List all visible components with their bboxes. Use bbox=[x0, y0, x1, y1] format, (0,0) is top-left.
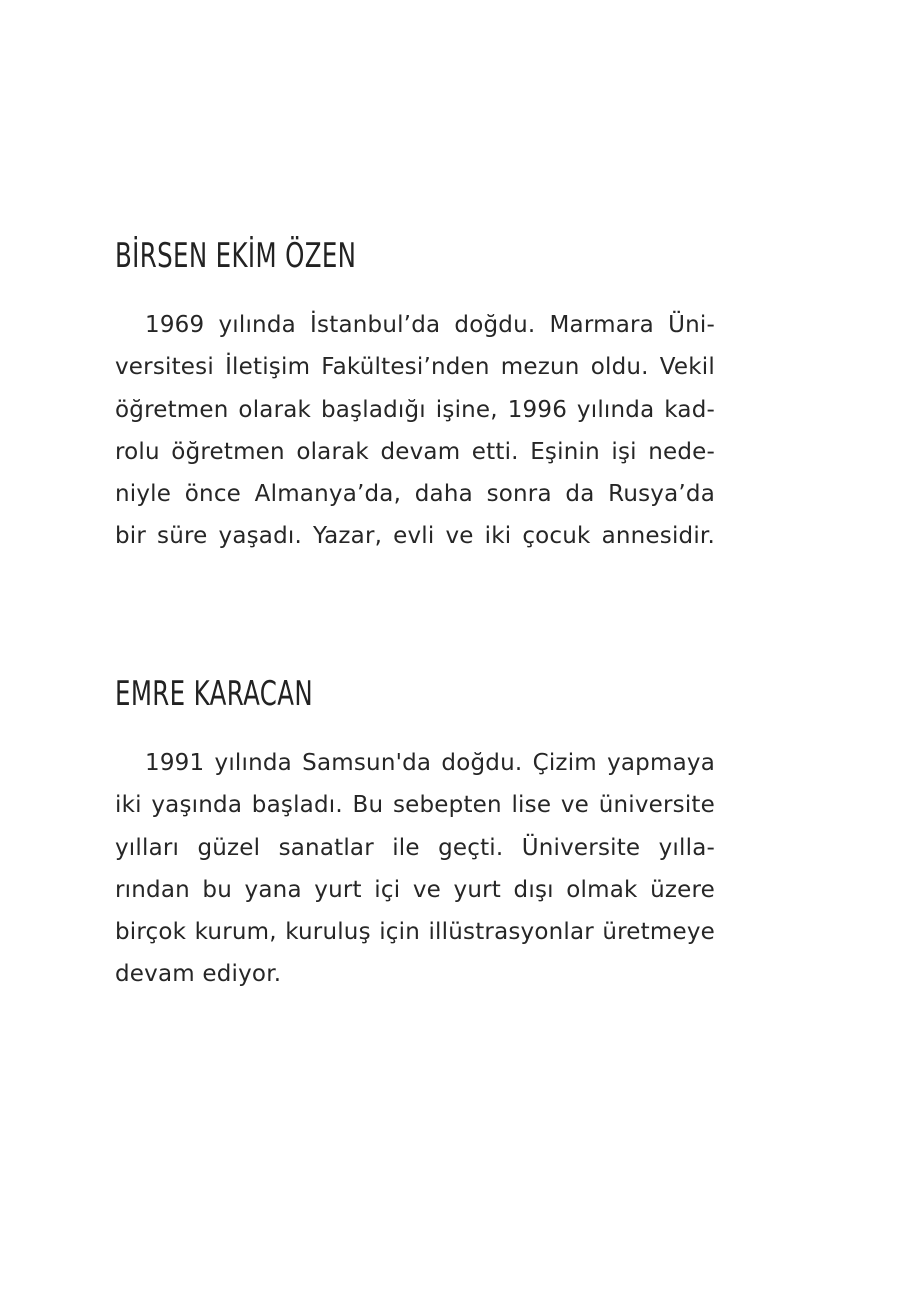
bio-line: niyle önce Almanya’da, daha sonra da Rusya’da bbox=[115, 481, 715, 508]
illustrator-bio-paragraph bbox=[115, 742, 715, 996]
author-name-heading: BİRSEN EKİM ÖZEN bbox=[115, 236, 357, 276]
bio-line: 1991 yılında Samsun'da doğdu. Çizim yapmaya bbox=[145, 750, 715, 776]
bio-line: bir süre yaşadı. Yazar, evli ve iki çocuk annesidir. bbox=[115, 523, 715, 550]
bio-line: devam ediyor. bbox=[115, 961, 282, 988]
bio-line: 1969 yılında İstanbul’da doğdu. Marmara Üni- bbox=[145, 312, 715, 338]
illustrator-bio-section bbox=[115, 668, 715, 996]
bio-line: rından bu yana yurt içi ve yurt dışı olmak üzere bbox=[115, 876, 715, 903]
illustrator-name-heading: EMRE KARACAN bbox=[115, 674, 314, 714]
bio-line: öğretmen olarak başladığı işine, 1996 yılında kad- bbox=[115, 396, 715, 423]
author-bio-section bbox=[115, 230, 715, 558]
bio-line: yılları güzel sanatlar ile geçti. Üniversite yılla- bbox=[115, 834, 715, 861]
bio-line: rolu öğretmen olarak devam etti. Eşinin işi nede- bbox=[115, 438, 715, 465]
bio-line: birçok kurum, kuruluş için illüstrasyonlar üretmeye bbox=[115, 919, 715, 946]
bio-line: versitesi İletişim Fakültesi’nden mezun oldu. Vekil bbox=[115, 354, 715, 381]
author-bio-paragraph bbox=[115, 304, 715, 558]
bio-line: iki yaşında başladı. Bu sebepten lise ve üniversite bbox=[115, 792, 715, 819]
